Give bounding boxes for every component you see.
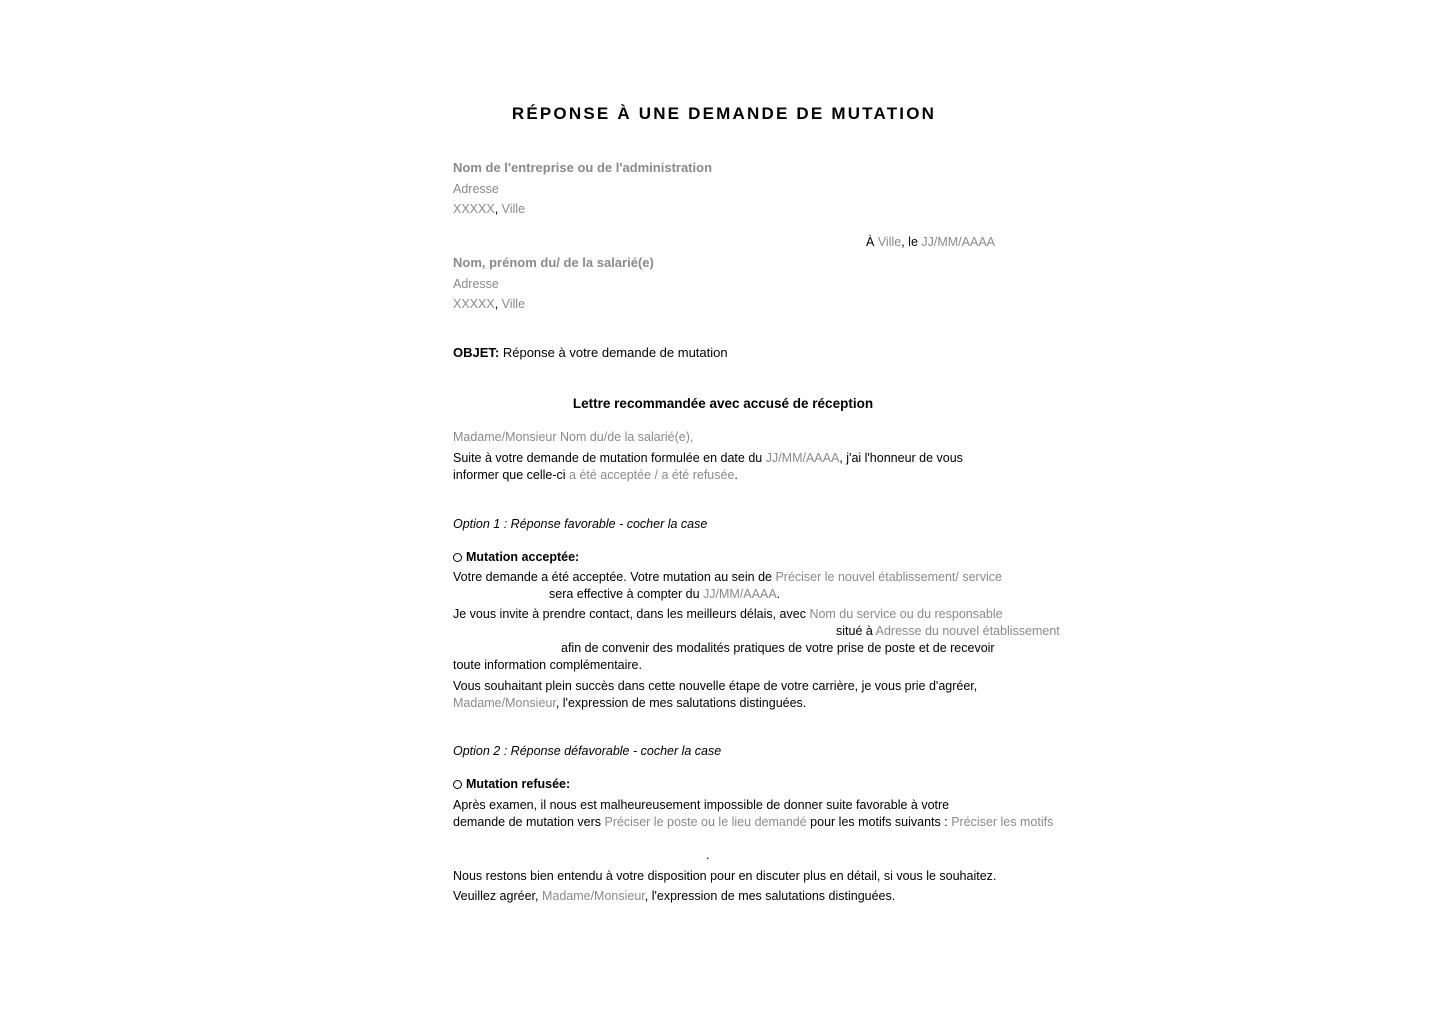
option2-requested-post: Préciser le poste ou le lieu demandé bbox=[604, 815, 807, 829]
option1-title: Madame/Monsieur bbox=[453, 696, 556, 710]
object-text: Réponse à votre demande de mutation bbox=[499, 345, 728, 360]
option1-p3-line2 bbox=[453, 695, 806, 711]
option1-p2-line2 bbox=[836, 623, 1060, 639]
option1-heading-text: Mutation acceptée: bbox=[466, 550, 580, 564]
date-city: Ville bbox=[877, 235, 902, 249]
option2-label: Option 2 : Réponse défavorable - cocher la case bbox=[453, 744, 722, 758]
recipient-city: Ville bbox=[501, 297, 526, 311]
option2-p1-line2 bbox=[453, 814, 1054, 830]
option2-p1-text-b: demande de mutation vers bbox=[453, 815, 605, 829]
option1-contact: Nom du service ou du responsable bbox=[809, 607, 1003, 621]
object-label: OBJET: bbox=[453, 345, 500, 360]
date-mid: , le bbox=[901, 235, 922, 249]
sender-separator: , bbox=[494, 202, 502, 216]
option1-p2-text-b: situé à bbox=[836, 624, 876, 638]
option1-heading bbox=[453, 549, 579, 565]
option2-heading bbox=[453, 776, 570, 792]
closing-line-2 bbox=[453, 888, 895, 904]
sender-address: Adresse bbox=[453, 182, 499, 196]
option2-heading-text: Mutation refusée: bbox=[466, 777, 571, 791]
option1-p3-text-b: , l'expression de mes salutations distinguées. bbox=[555, 696, 807, 710]
option1-p1-end: . bbox=[776, 587, 781, 601]
option1-p2-line1 bbox=[453, 606, 1003, 622]
intro-line-1 bbox=[453, 450, 963, 466]
intro-text-d: . bbox=[734, 468, 738, 482]
option1-p3-line1: Vous souhaitant plein succès dans cette nouvelle étape de votre carrière, je vous prie d'agréer, bbox=[453, 679, 978, 693]
option2-reasons: Préciser les motifs bbox=[951, 815, 1054, 829]
salutation: Madame/Monsieur Nom du/de la salarié(e), bbox=[453, 430, 694, 444]
sender-name: Nom de l'entreprise ou de l'administration bbox=[453, 160, 713, 175]
closing-title: Madame/Monsieur bbox=[541, 889, 645, 903]
option1-new-address: Adresse du nouvel établissement bbox=[875, 624, 1060, 638]
sender-city-line bbox=[453, 201, 525, 217]
intro-text-c: informer que celle-ci bbox=[453, 468, 570, 482]
recipient-address: Adresse bbox=[453, 277, 499, 291]
registered-letter-heading: Lettre recommandée avec accusé de réception bbox=[572, 396, 874, 411]
recipient-separator: , bbox=[494, 297, 502, 311]
closing-line-1: Nous restons bien entendu à votre disposition pour en discuter plus en détail, si vous le souhaitez. bbox=[453, 869, 997, 883]
intro-date: JJ/MM/AAAA bbox=[765, 451, 840, 465]
recipient-postcode: XXXXX bbox=[453, 297, 495, 311]
option2-p1-line1: Après examen, il nous est malheureusement impossible de donner suite favorable à votre bbox=[453, 798, 950, 812]
sender-postcode: XXXXX bbox=[453, 202, 495, 216]
date-line bbox=[866, 234, 995, 250]
option1-p1-line1 bbox=[453, 569, 1002, 585]
option1-label: Option 1 : Réponse favorable - cocher la case bbox=[453, 517, 708, 531]
option1-p1-text-b: sera effective à compter du bbox=[549, 587, 704, 601]
option1-effective-date: JJ/MM/AAAA bbox=[703, 587, 777, 601]
sender-city: Ville bbox=[501, 202, 526, 216]
option1-radio[interactable] bbox=[453, 553, 462, 562]
option2-radio[interactable] bbox=[453, 780, 462, 789]
date-value: JJ/MM/AAAA bbox=[921, 235, 995, 249]
option1-p2-text-a: Je vous invite à prendre contact, dans les meilleurs délais, avec bbox=[453, 607, 810, 621]
option1-p2-line3: afin de convenir des modalités pratiques de votre prise de poste et de recevoir bbox=[561, 641, 995, 655]
option1-p1-text-a: Votre demande a été acceptée. Votre mutation au sein de bbox=[453, 570, 776, 584]
option1-p1-line2 bbox=[549, 586, 780, 602]
date-prefix: À bbox=[866, 235, 878, 249]
intro-text-b: , j'ai l'honneur de vous bbox=[839, 451, 963, 465]
option2-p1-text-c: pour les motifs suivants : bbox=[806, 815, 952, 829]
object-line bbox=[453, 345, 728, 361]
option1-new-establishment: Préciser le nouvel établissement/ service bbox=[775, 570, 1002, 584]
option1-p2-line4: toute information complémentaire. bbox=[453, 658, 642, 672]
intro-choice: a été acceptée / a été refusée bbox=[569, 468, 735, 482]
intro-text-a: Suite à votre demande de mutation formulée en date du bbox=[453, 451, 766, 465]
option2-p1-end: . bbox=[706, 848, 710, 862]
closing-text-a: Veuillez agréer, bbox=[453, 889, 542, 903]
recipient-name: Nom, prénom du/ de la salarié(e) bbox=[453, 255, 654, 270]
closing-text-b: , l'expression de mes salutations distinguées. bbox=[644, 889, 896, 903]
intro-line-2 bbox=[453, 467, 738, 483]
recipient-city-line bbox=[453, 296, 525, 312]
document-title: RÉPONSE À UNE DEMANDE DE MUTATION bbox=[511, 104, 937, 123]
